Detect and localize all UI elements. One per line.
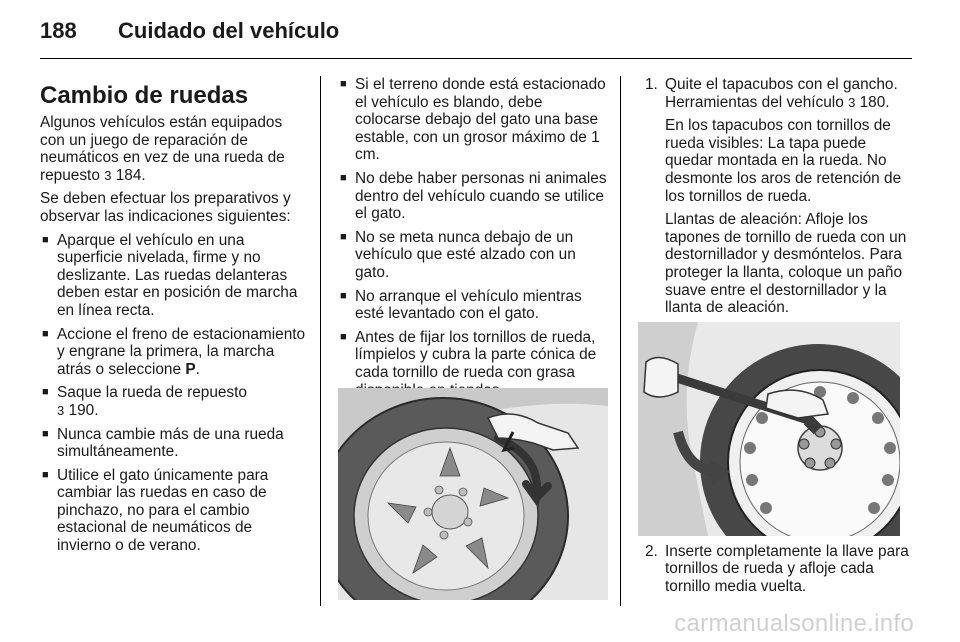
list-item: ■ No debe haber personas ni animales dentro del vehículo cuando se utilice el gato.: [340, 169, 607, 223]
wheel-bolt-loosening-illustration: [638, 322, 900, 536]
watermark: carmanualsonline.info: [674, 610, 914, 637]
list-item: ■ Accione el freno de estacionamiento y engrane la primera, la marcha atrás o seleccione P.: [42, 325, 306, 378]
header-divider: [40, 58, 912, 59]
step-item: 1. Quite el tapacubos con el gancho. Herramientas del vehículo 3 180. En los tapacubos con tornillos de rueda visibles: La tapa puede quedar montada en la rueda. No desmonte los aros de retención de los tornillos de rueda. Llantas de aleación: Afloje los tapones de tornillo de rueda con un destornillador y desmóntelos. Para proteger la llanta, coloque un paño suave entre el destornillador y la llanta de aleación.: [645, 76, 907, 317]
column-middle: [338, 76, 608, 405]
step-number: 1.: [645, 76, 658, 93]
list-item: ■ Nunca cambie más de una rueda simultáneamente.: [42, 425, 284, 461]
prep-paragraph: Se deben efectuar los preparativos y observar las indicaciones siguientes:: [40, 190, 291, 225]
page-ref-icon: 3: [104, 167, 112, 183]
list-item: ■ No arranque el vehículo mientras esté levantado con el gato.: [340, 287, 582, 323]
list-item: ■ No se meta nunca debajo de un vehículo que esté alzado con un gato.: [340, 228, 576, 281]
page-ref-link[interactable]: 184.: [115, 166, 146, 184]
list-item: ■ Aparque el vehículo en una superficie nivelada, firme y no deslizante. Las ruedas delanteras deben estar en posición de marcha en línea recta.: [42, 231, 298, 319]
list-item: ■ Antes de fijar los tornillos de rueda, límpielos y cubra la parte cónica de cada tornillo de rueda con grasa: [340, 328, 597, 381]
page-number: 188: [40, 18, 77, 43]
page-ref-icon: 3: [57, 402, 65, 418]
precautions-list: [40, 232, 308, 555]
list-item: ■ Utilice el gato únicamente para cambiar las ruedas en caso de pinchazo, no para el cambio estacional de neumáticos de invierno o de verano.: [42, 466, 269, 555]
page-ref-link[interactable]: 190.: [68, 401, 99, 419]
intro-paragraph: Algunos vehículos están equipados con un juego de reparación de neumáticos en vez de una rueda de repuesto 3 184.: [40, 114, 285, 184]
wheel-wrench-icon: [638, 322, 900, 536]
page-header: [40, 14, 910, 50]
hubcap-removal-illustration: [338, 388, 608, 600]
column-left: [40, 82, 308, 561]
column-divider: [320, 76, 321, 606]
page-title: Cuidado del vehículo: [118, 18, 340, 43]
step-item: 2. Inserte completamente la llave para tornillos de rueda y afloje cada tornillo media vuelta.: [645, 542, 909, 595]
column-divider: [620, 76, 621, 606]
section-heading: Cambio de ruedas: [40, 82, 249, 109]
page-ref-icon: 3: [848, 94, 856, 110]
hubcap-wheel-icon: [338, 388, 608, 600]
list-item: ■ Saque la rueda de repuesto 3 190.: [42, 384, 247, 419]
step-number: 2.: [645, 542, 658, 560]
warnings-list: [338, 76, 608, 399]
page-ref-link[interactable]: 180.: [859, 93, 890, 111]
list-item: ■ Si el terreno donde está estacionado el vehículo es blando, debe colocarse debajo del gato una base estable, con un grosor máximo de 1 cm.: [340, 76, 606, 164]
